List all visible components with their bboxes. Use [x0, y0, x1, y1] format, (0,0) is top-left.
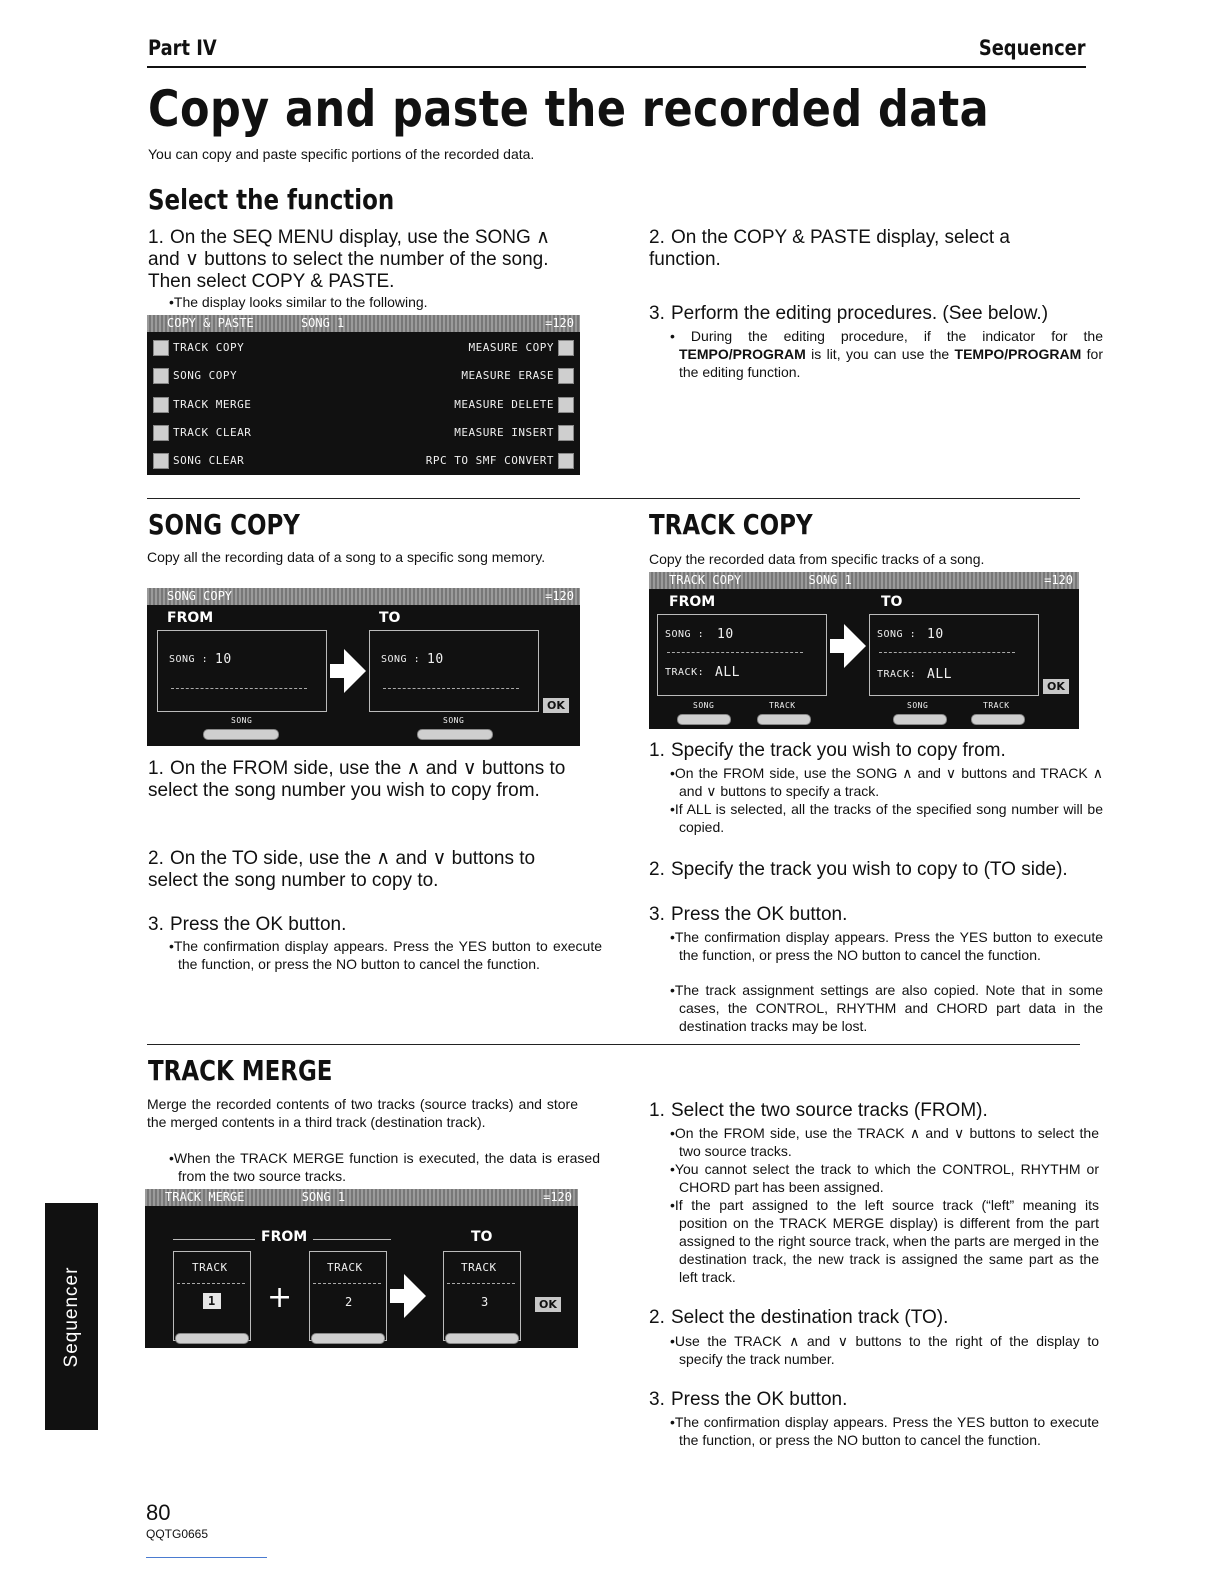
step-number: 3. — [649, 303, 665, 324]
ok-button[interactable]: OK — [1043, 679, 1069, 694]
heading-track-merge: TRACK MERGE — [148, 1054, 333, 1087]
display-title: SONG COPY — [167, 589, 233, 603]
song-knob-to[interactable] — [893, 714, 947, 725]
display-title-bar — [145, 1189, 578, 1206]
track-label-1: TRACK — [192, 1261, 228, 1274]
copy-arrow-icon — [344, 649, 366, 693]
measure-delete-icon — [558, 397, 574, 413]
step-text: Press the OK button. — [170, 914, 347, 935]
display-title-bar — [147, 588, 580, 605]
track-value-2[interactable]: 2 — [345, 1295, 353, 1309]
heading-song-copy: SONG COPY — [148, 508, 300, 541]
select-step-2 — [649, 227, 1082, 271]
select-step-3-bullet: • During the editing procedure, if the indicator for the TEMPO/PROGRAM is lit, you can use the TEMPO/PROGRAM for the editing function. — [657, 327, 1103, 381]
page-title: Copy and paste the recorded data — [148, 80, 990, 138]
track-merge-desc: Merge the recorded contents of two tracks (source tracks) and store the merged contents in a third track (destination track). — [147, 1096, 578, 1130]
menu-song-clear[interactable]: SONG CLEAR — [153, 453, 244, 469]
to-box — [869, 614, 1039, 696]
track-knob-from[interactable] — [757, 714, 811, 725]
track-merge-step-2 — [649, 1307, 1082, 1329]
display-tempo: =120 — [543, 1190, 572, 1204]
step-text: Perform the editing procedures. (See below.) — [671, 303, 1049, 324]
copy-paste-display — [147, 315, 580, 475]
menu-measure-delete[interactable]: MEASURE DELETE — [454, 397, 574, 413]
step-number: 1. — [148, 758, 164, 779]
track-divider-3 — [447, 1283, 515, 1284]
menu-song-copy[interactable]: SONG COPY — [153, 368, 237, 384]
track-label-2: TRACK — [327, 1261, 363, 1274]
to-box — [369, 630, 539, 712]
song-knob-from[interactable] — [677, 714, 731, 725]
display-song: SONG 1 — [808, 573, 852, 587]
track-merge-step-3-bullet: • The confirmation display appears. Press the YES button to execute the function, or press the NO button to cancel the function. — [657, 1413, 1099, 1449]
menu-measure-copy[interactable]: MEASURE COPY — [469, 340, 574, 356]
step-text: On the SEQ MENU display, use the SONG ∧ and ∨ buttons to select the number of the song. Then select COPY & PASTE. — [148, 227, 550, 292]
track-copy-desc: Copy the recorded data from specific tracks of a song. — [649, 551, 985, 567]
side-tab-label: Sequencer — [60, 1266, 82, 1367]
step-text: Select the two source tracks (FROM). — [671, 1100, 988, 1121]
track-copy-step-1 — [649, 740, 1082, 762]
to-track-value[interactable]: ALL — [927, 667, 952, 682]
step-number: 2. — [649, 1307, 665, 1328]
intro-text: You can copy and paste specific portions of the recorded data. — [148, 146, 535, 162]
from-song-label: SONG : — [169, 654, 209, 665]
song-knob-to[interactable] — [417, 729, 493, 740]
heading-track-copy: TRACK COPY — [649, 508, 813, 541]
track-merge-step-1-bullet-2: • You cannot select the track to which the CONTROL, RHYTHM or CHORD part has been assigned. — [657, 1160, 1099, 1196]
to-track-label: TRACK: — [877, 669, 917, 680]
menu-track-clear[interactable]: TRACK CLEAR — [153, 425, 251, 441]
track-copy-step-3-bullet-2: • The track assignment settings are also copied. Note that in some cases, the CONTROL, RHYTHM and CHORD part data in the destination tracks may be lost. — [657, 981, 1103, 1035]
to-song-value[interactable]: 10 — [927, 627, 944, 642]
document-code: QQTG0665 — [146, 1527, 209, 1541]
song-copy-icon — [153, 368, 169, 384]
song-copy-step-2 — [148, 848, 580, 892]
ok-button[interactable]: OK — [543, 698, 569, 713]
step-text: Specify the track you wish to copy from. — [671, 740, 1006, 761]
page-number: 80 — [146, 1500, 171, 1525]
track-merge-bullet: • When the TRACK MERGE function is executed, the data is erased from the two source tracks. — [156, 1149, 600, 1185]
merge-arrow-icon — [404, 1274, 426, 1318]
track-value-1[interactable]: 1 — [203, 1293, 221, 1309]
step-text: On the TO side, use the ∧ and ∨ buttons to select the song number to copy to. — [148, 848, 536, 891]
step-number: 1. — [649, 740, 665, 761]
track-copy-step-1-bullet-1: • On the FROM side, use the SONG ∧ and ∨ buttons and TRACK ∧ and ∨ buttons to specify a track. — [657, 764, 1103, 800]
track-merge-display — [145, 1189, 578, 1348]
arrow-stem — [330, 664, 344, 678]
song-copy-step-3 — [148, 914, 580, 936]
track-knob-to[interactable] — [971, 714, 1025, 725]
step-text: Specify the track you wish to copy to (TO side). — [671, 859, 1068, 880]
step-number: 1. — [148, 227, 164, 248]
side-tab — [45, 1203, 98, 1430]
track-knob-2[interactable] — [311, 1333, 385, 1344]
to-song-label: SONG : — [381, 654, 421, 665]
step-text: Press the OK button. — [671, 1389, 848, 1410]
step-number: 3. — [148, 914, 164, 935]
step-number: 2. — [148, 848, 164, 869]
header-rule — [147, 66, 1086, 68]
from-song-value[interactable]: 10 — [215, 652, 232, 667]
track-clear-icon — [153, 425, 169, 441]
display-title: COPY & PASTE — [167, 316, 254, 330]
track-copy-display — [649, 572, 1079, 729]
to-divider — [383, 688, 519, 689]
from-song-value[interactable]: 10 — [717, 627, 734, 642]
step-text: On the COPY & PASTE display, select a function. — [649, 227, 1010, 270]
display-title-bar — [649, 572, 1079, 589]
to-label: TO — [379, 610, 401, 626]
menu-measure-erase[interactable]: MEASURE ERASE — [461, 368, 574, 384]
track-knob-3[interactable] — [445, 1333, 519, 1344]
to-label: TO — [881, 594, 903, 610]
to-song-value[interactable]: 10 — [427, 652, 444, 667]
display-tempo: =120 — [1044, 573, 1073, 587]
heading-select-function: Select the function — [148, 183, 395, 216]
song-copy-desc: Copy all the recording data of a song to a specific song memory. — [147, 549, 546, 565]
track-copy-step-2 — [649, 859, 1082, 881]
song-knob-from[interactable] — [203, 729, 279, 740]
song-copy-step-3-bullet: • The confirmation display appears. Press the YES button to execute the function, or press the NO button to cancel the function. — [156, 937, 602, 973]
step-text: Press the OK button. — [671, 904, 848, 925]
track-merge-step-1-bullet-1: • On the FROM side, use the TRACK ∧ and ∨ buttons to select the two source tracks. — [657, 1124, 1099, 1160]
from-label: FROM — [669, 594, 716, 610]
from-divider — [667, 652, 803, 653]
track-merge-step-1-bullet-3: • If the part assigned to the left source track (“left” meaning its position on the TRACK MERGE display) is different from the part assigned to the right source track, when the parts are merged in the destination track, the new track is assigned the same part as the left track. — [657, 1196, 1099, 1286]
track-divider-1 — [177, 1283, 245, 1284]
step-number: 2. — [649, 859, 665, 880]
from-box — [157, 630, 327, 712]
select-step-1-bullet: • The display looks similar to the following. — [156, 293, 598, 311]
display-song: SONG 1 — [301, 1190, 346, 1204]
track-value-3[interactable]: 3 — [481, 1295, 489, 1309]
knob-label-from: SONG — [231, 716, 253, 725]
from-label: FROM — [167, 610, 214, 626]
from-track-value[interactable]: ALL — [715, 665, 740, 680]
menu-track-copy[interactable]: TRACK COPY — [153, 340, 244, 356]
from-box — [657, 614, 827, 696]
section-label: Sequencer — [979, 36, 1086, 60]
to-label: TO — [471, 1229, 493, 1245]
select-step-3 — [649, 303, 1082, 325]
display-title: TRACK COPY — [669, 573, 742, 587]
knob-label-to: SONG — [443, 716, 465, 725]
from-divider — [171, 688, 307, 689]
display-title-bar — [147, 315, 580, 332]
display-tempo: =120 — [545, 316, 574, 330]
from-track-label: TRACK: — [665, 667, 705, 678]
step-number: 1. — [649, 1100, 665, 1121]
track-copy-icon — [153, 340, 169, 356]
select-step-1 — [148, 227, 580, 293]
display-title: TRACK MERGE — [165, 1190, 245, 1204]
track-knob-1[interactable] — [175, 1333, 249, 1344]
menu-track-merge[interactable]: TRACK MERGE — [153, 397, 251, 413]
track-copy-step-3-bullet-1: • The confirmation display appears. Press the YES button to execute the function, or press the NO button to cancel the function. — [657, 928, 1103, 964]
knob-label-track-to: TRACK — [983, 701, 1010, 710]
track-label-3: TRACK — [461, 1261, 497, 1274]
track-copy-step-1-bullet-2: • If ALL is selected, all the tracks of the specified song number will be copied. — [657, 800, 1103, 836]
song-clear-icon — [153, 453, 169, 469]
step-number: 2. — [649, 227, 665, 248]
display-song: SONG 1 — [300, 316, 345, 330]
step-text: Select the destination track (TO). — [671, 1307, 949, 1328]
track-merge-step-2-bullet: • Use the TRACK ∧ and ∨ buttons to the right of the display to specify the track number. — [657, 1332, 1099, 1368]
measure-copy-icon — [558, 340, 574, 356]
knob-label-track-from: TRACK — [769, 701, 796, 710]
arrow-stem — [390, 1289, 404, 1303]
section-divider-2 — [147, 1044, 1080, 1045]
song-copy-display — [147, 588, 580, 746]
display-tempo: =120 — [545, 589, 574, 603]
measure-insert-icon — [558, 425, 574, 441]
track-merge-icon — [153, 397, 169, 413]
menu-rpc-to-smf[interactable]: RPC TO SMF CONVERT — [426, 453, 574, 469]
plus-icon: + — [267, 1280, 293, 1315]
step-number: 3. — [649, 904, 665, 925]
rpc-to-smf-icon — [558, 453, 574, 469]
from-song-label: SONG : — [665, 629, 705, 640]
to-divider — [879, 652, 1015, 653]
step-text: On the FROM side, use the ∧ and ∨ buttons to select the song number you wish to copy from. — [148, 758, 566, 801]
from-label: FROM — [255, 1229, 313, 1245]
copy-arrow-icon — [844, 624, 866, 668]
knob-label-song-to: SONG — [907, 701, 929, 710]
footer-link-underline — [146, 1557, 267, 1558]
to-song-label: SONG : — [877, 629, 917, 640]
song-copy-step-1 — [148, 758, 580, 802]
measure-erase-icon — [558, 368, 574, 384]
menu-measure-insert[interactable]: MEASURE INSERT — [454, 425, 574, 441]
track-copy-step-3 — [649, 904, 1082, 926]
step-number: 3. — [649, 1389, 665, 1410]
track-divider-2 — [313, 1283, 381, 1284]
track-merge-step-3 — [649, 1389, 1082, 1411]
arrow-stem — [830, 639, 844, 653]
part-label: Part IV — [148, 36, 217, 60]
track-merge-step-1 — [649, 1100, 1082, 1122]
section-divider-1 — [147, 498, 1080, 499]
knob-label-song-from: SONG — [693, 701, 715, 710]
ok-button[interactable]: OK — [535, 1297, 561, 1312]
